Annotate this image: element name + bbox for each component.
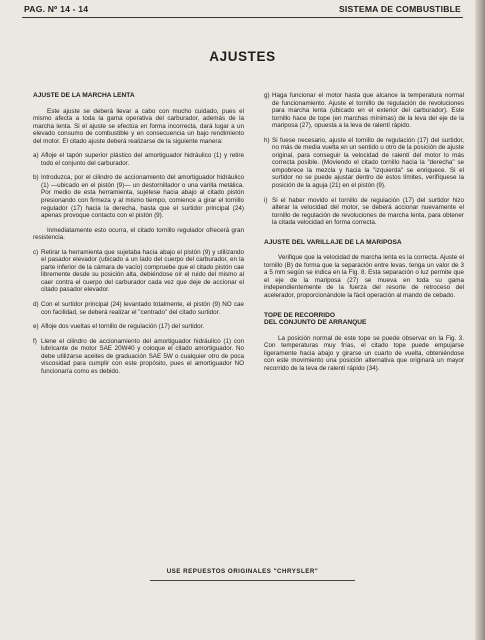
footer-rule [150,580,355,581]
varillaje-paragraph: Verifique que la velocidad de marcha lenta es la correcta. Ajuste el tornillo (B) de forma que la separación entre levas, tenga un valor de 3 a 5 mm según se indica en la Fig. 8. Esta separación o luz permite que el eje de la mariposa (27) se mueva en toda su gama independientemente de la fuerza del resorte de retroceso del acelerador, proporcionándole la fácil operación al mando de cebado. [264,254,464,300]
step-d [33,301,244,316]
step-d-text: Con el surtidor principal (24) levantado totalmente, el pistón (9) NO cae con facilidad, se deberá realizar el "centrado" del citado surtidor. [41,301,244,316]
step-i [264,197,464,227]
heading-varillaje: AJUSTE DEL VARILLAJE DE LA MARIPOSA [264,238,402,246]
step-e-text: Afloje dos vueltas el tornillo de regulación (17) del surtidor. [41,323,205,331]
step-b-note: Inmediatamente esto ocurra, el citado tornillo regulador ofrecerá gran resistencia. [33,226,244,242]
step-e [33,323,244,331]
step-g-label: g) [264,92,270,99]
step-g [264,92,464,130]
step-g-text: Haga funcionar el motor hasta que alcance la temperatura normal de funcionamiento. Ajuste el tornillo de regulación de revoluciones para marcha lenta (ubicado en el exterior del carburador). Este tornillo hace de tope (en marchas mínimas) de la leva del eje de la mariposa (27), opuesta a la leva de ralentí rápido. [272,92,464,130]
heading-marcha-lenta: AJUSTE DE LA MARCHA LENTA [33,92,135,99]
step-h-text: Si fuese necesario, ajuste el tornillo de regulación (17) del surtidor, no más de media vuelta en un sentido u otro de la posición de ajuste original, para conseguir la velocidad de ralentí del motor lo más correcta posible. (Moviendo el citado tornillo hacia la "derecha" se empobrece la mezcla y hacia la "izquierda" se enriquece. Si el surtidor no se puede ajustar dentro de estos límites, verifíquese la posición de la aguja (21) en el pistón (9). [272,136,464,190]
step-c-text: Retirar la herramienta que sujetaba hacia abajo el pistón (9) y utilizando el pasador elevador (ubicado a un lado del cuerpo del carburador, en la parte inferior de la cámara de vacío) compruebe que el citado pistón cae libremente desde su posición alta, debiéndose oír el ruido del mismo al caer contra el cuerpo del carburador cada vez que deje de accionar el citado pasador elevador. [41,248,244,294]
step-d-label: d) [33,301,39,309]
heading-tope-line1: TOPE DE RECORRIDO [264,311,335,319]
right-column [264,92,464,379]
section-title: SISTEMA DE COMBUSTIBLE [338,4,461,14]
left-column [33,92,244,382]
step-h [264,137,464,190]
step-a [33,152,244,167]
page-number: PAG. Nº 14 - 14 [24,4,89,14]
step-f [33,338,244,376]
step-e-label: e) [33,323,39,331]
step-a-text: Afloje el tapón superior plástico del amortiguador hidráulico (1) y retire todo el conjunto del carburador. [41,152,244,167]
step-i-label: i) [264,196,268,204]
step-b [33,174,244,219]
page-binding-edge [475,0,485,640]
step-b-label: b) [33,174,39,182]
step-b-text: Introduzca, por el cilindro de accionamiento del amortiguador hidráulico (1) —ubicado en el pistón (9)— un destornillador o una varilla metálica. Por medio de esta herramienta, sujétese hacia abajo al citado pistón presionando con firmeza y al mismo tiempo, comience a girar el tornillo regulador (17) hacia la derecha, hasta que el surtidor principal (24) apenas provoque contacto con el pistón (9). [41,174,244,220]
step-i-text: Si el haber movido el tornillo de regulación (17) del surtidor hizo alterar la velocidad del motor, se deberá accionar nuevamente el tornillo de regulación de revoluciones de marcha lenta, para obtener la citada velocidad en forma correcta. [272,196,464,227]
heading-tope-line2: DEL CONJUNTO DE ARRANQUE [264,319,367,327]
footer-notice: USE REPUESTOS ORIGINALES "CHRYSLER" [166,568,319,575]
page-title: AJUSTES [209,49,276,64]
step-c [33,249,244,294]
header-rule [22,17,463,18]
step-f-text: Llene el cilindro de accionamiento del amortiguador hidráulico (1) con lubricante de motor SAE 20W40 y coloque el citado amortiguador. No debe utilizarse aceites de graduación SAE 5W o cualquier otro de poca viscosidad para cumplir con este propósito, pues el amortiguador NO funcionaría como es debido. [41,337,244,375]
step-f-label: f) [33,337,37,345]
intro-paragraph: Este ajuste se deberá llevar a cabo con mucho cuidado, pues el mismo afecta a toda la gama operativa del carburador, además de la marcha lenta. Si el ajuste se efectúa en forma incorrecta, dará lugar a un elevado consumo de combustible y en consecuencia un bajo rendimiento del motor. El citado ajuste deberá realizarse de la siguiente manera: [33,107,244,145]
step-c-label: c) [33,248,39,256]
step-a-label: a) [33,152,39,160]
step-h-label: h) [264,136,270,144]
tope-paragraph: La posición normal de este tope se puede observar en la Fig. 3. Con temperaturas muy frías, el citado tope puede empujarse ligeramente hacia abajo y girarse un cuarto de vuelta, obteniéndose con este movimiento una posición alternativa que originará un mayor recorrido de la leva de ralentí rápido (34). [264,334,464,372]
